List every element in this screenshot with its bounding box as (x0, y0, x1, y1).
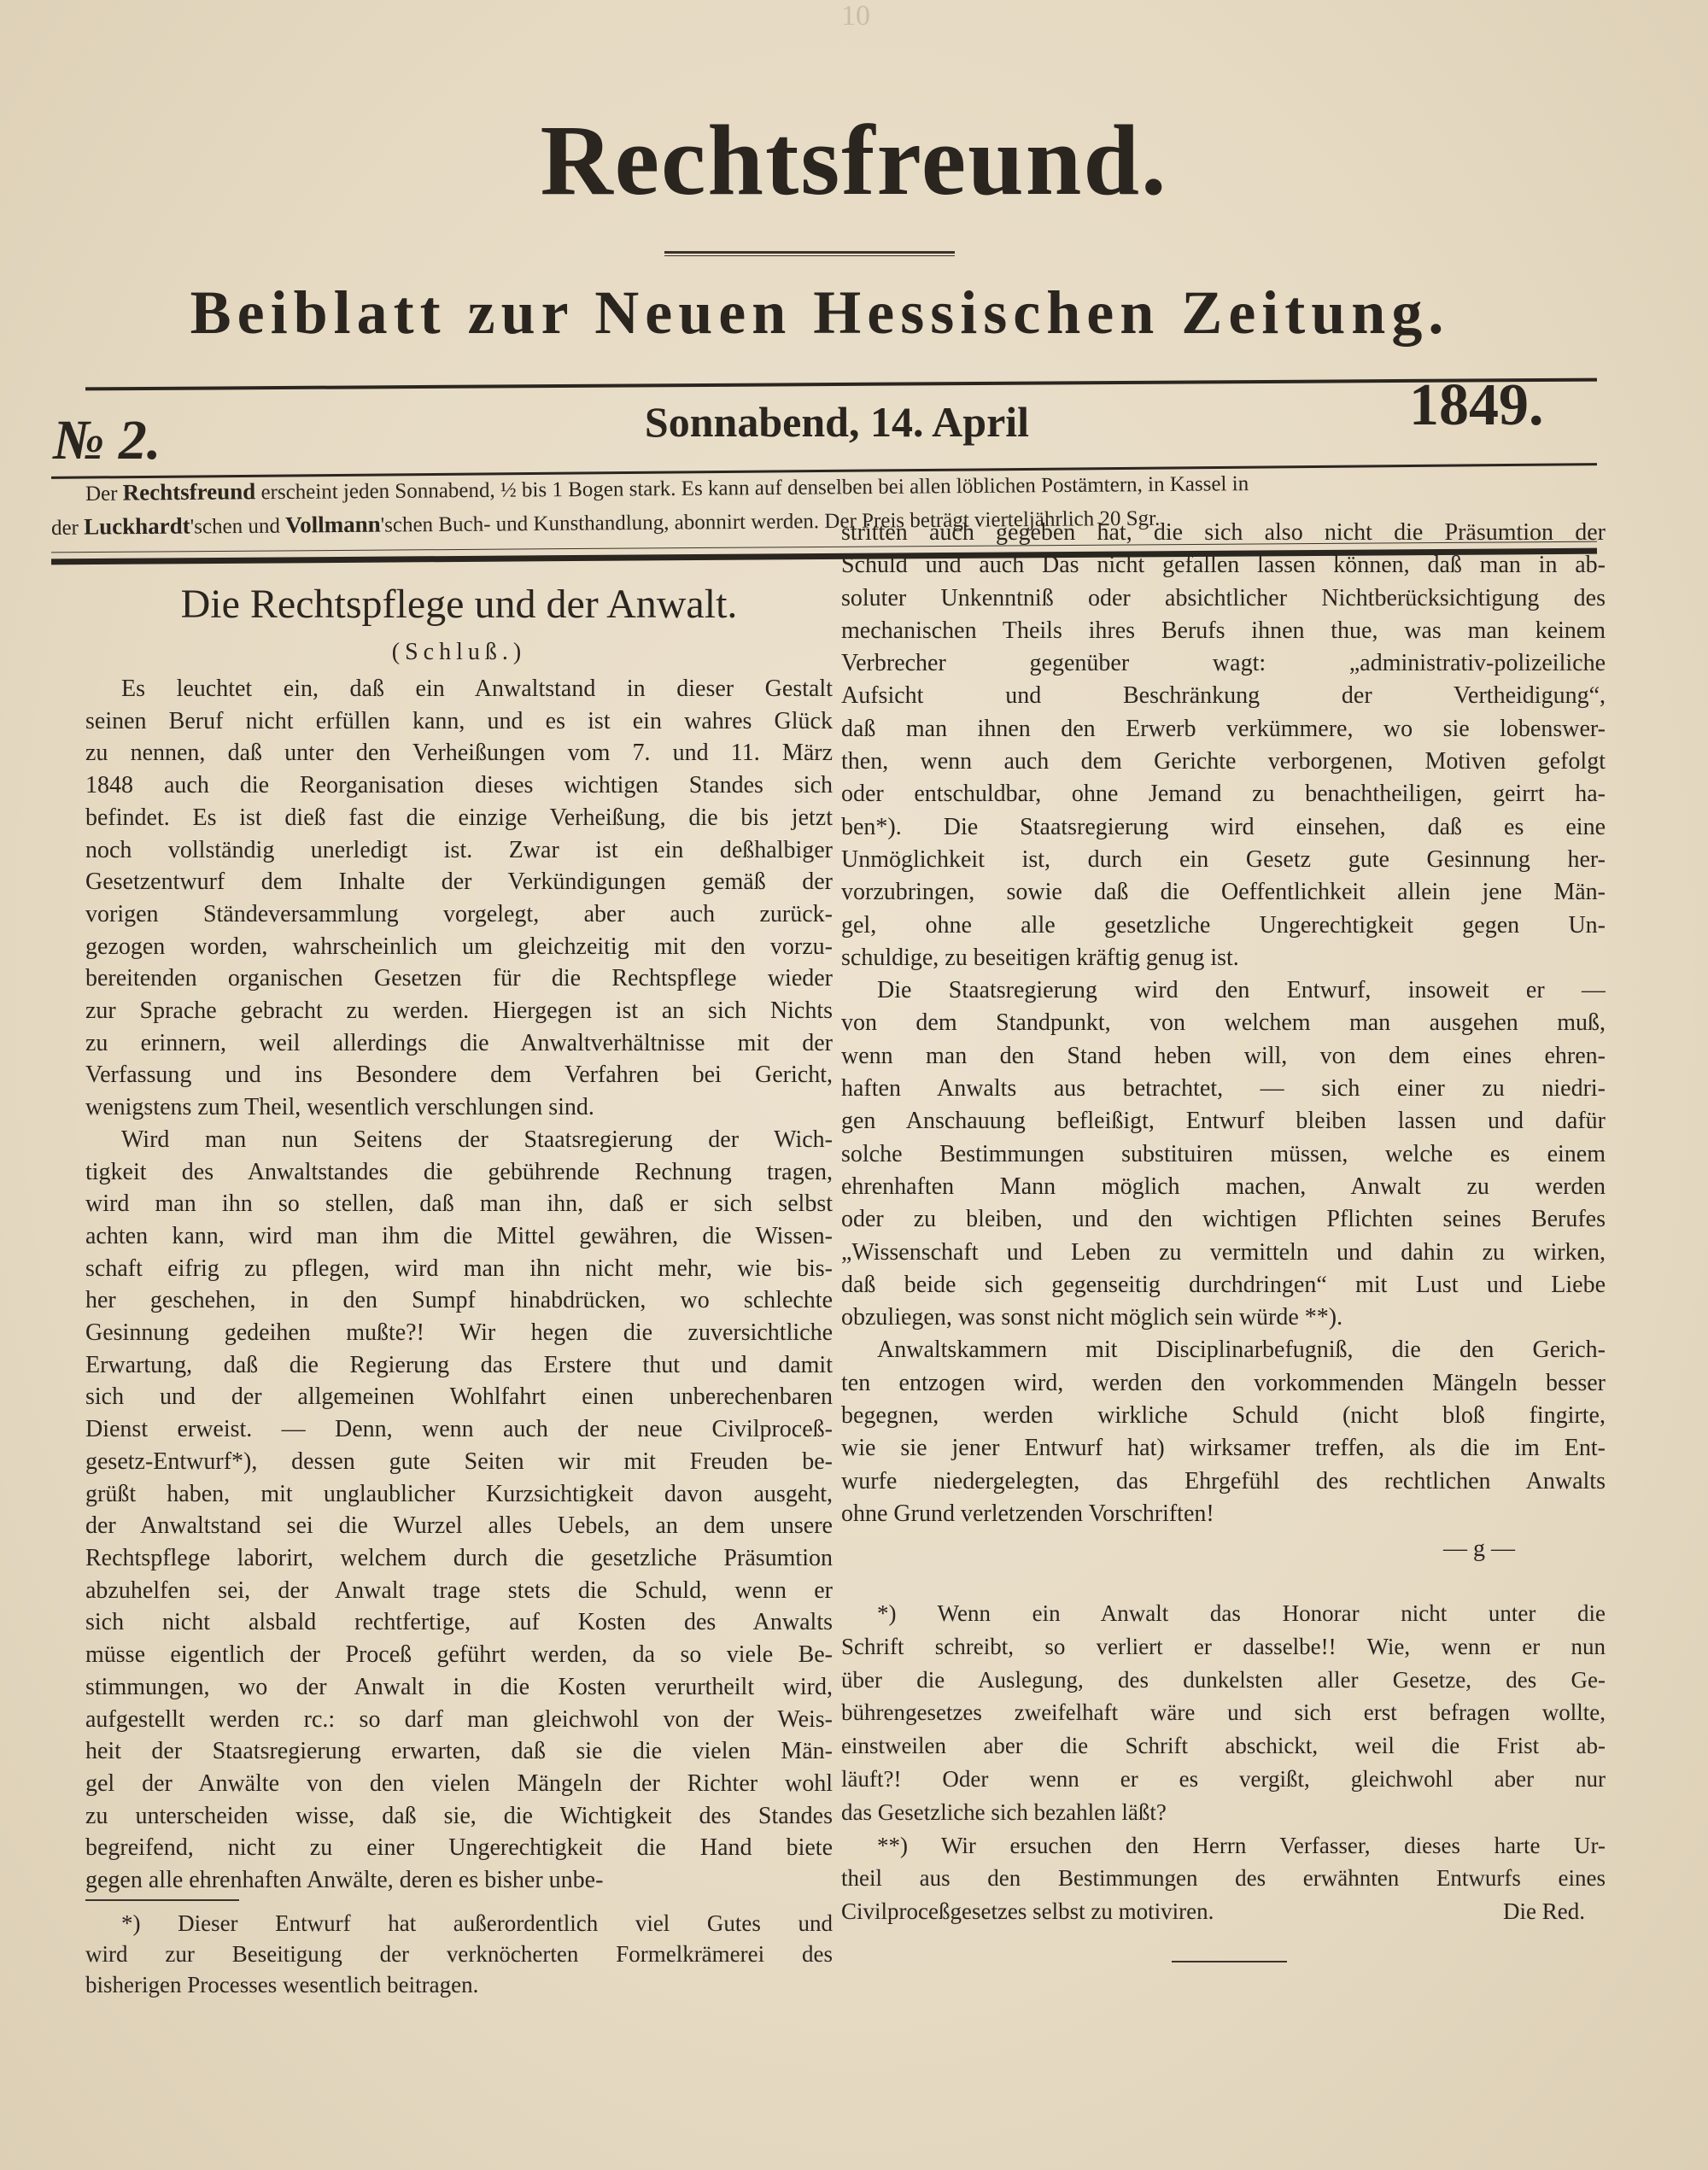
text-line: wenigstens zum Theil, wesentlich verschlungen sind. (85, 1094, 594, 1121)
text-line: läuft?! Oder wenn er es vergißt, gleichwohl aber nur (841, 1765, 1606, 1792)
text-line: Aufsicht und Beschränkung der Vertheidigung“, (841, 682, 1606, 710)
subscription-text: der (50, 516, 85, 540)
text-line: Verbrecher gegenüber wagt: „administrativ-polizeiliche (841, 650, 1606, 677)
masthead-rule-top (85, 378, 1597, 391)
text-line: daß man ihnen den Erwerb verkümmere, wo sie lobenswer- (841, 715, 1606, 742)
text-line: begegnen, werden wirkliche Schuld (nicht bloß fingirte, (841, 1402, 1606, 1430)
text-line: Es leuchtet ein, daß ein Anwaltstand in dieser Gestalt (121, 676, 833, 702)
text-line: gegen alle ehrenhaften Anwälte, deren es bisher unbe- (85, 1867, 604, 1894)
text-line: Schrift schreibt, so verliert er dasselbe!! Wie, wenn er nun (841, 1633, 1606, 1659)
text-line: solche Bestimmungen substituiren müssen, welche es einem (841, 1140, 1606, 1167)
text-line: begreifend, nicht zu einer Ungerechtigkeit die Hand biete (85, 1834, 833, 1862)
text-line: noch vollständig unerledigt ist. Zwar ist ein deßhalbiger (85, 836, 833, 863)
text-line: über die Auslegung, des dunkelsten aller Gesetze, des Ge- (841, 1666, 1606, 1693)
text-line: Die Staatsregierung wird den Entwurf, insoweit er — (877, 977, 1606, 1004)
text-line: befindet. Es ist dieß fast die einzige Verheißung, die bis jetzt (85, 804, 833, 831)
text-line: sich nicht alsbald rechtfertige, auf Kosten des Anwalts (85, 1609, 833, 1636)
text-line: wenn man den Stand heben will, von dem eines ehren- (841, 1042, 1606, 1069)
subscription-name: Rechtsfreund (122, 478, 256, 506)
text-line: *) Wenn ein Anwalt das Honorar nicht unter die (877, 1600, 1606, 1626)
text-line: gesetz-Entwurf*), dessen gute Seiten wir mit Freuden be- (85, 1448, 833, 1475)
text-line: theil aus den Bestimmungen des erwähnten Entwurfs eines (841, 1865, 1606, 1892)
text-line: wurfe niedergelegten, das Ehrgefühl des rechtlichen Anwalts (841, 1467, 1606, 1494)
masthead-title: Rechtsfreund. (540, 104, 1168, 216)
text-line: ten entzogen wird, werden den vorkommenden Mängeln besser (841, 1369, 1606, 1396)
text-line: heit der Staatsregierung erwarten, daß sie die vielen Män- (85, 1738, 833, 1765)
text-line: aufgestellt werden rc.: so darf man gleichwohl von der Weis- (85, 1705, 833, 1733)
text-line: ehrenhaften Mann möglich machen, Anwalt zu werden (841, 1173, 1606, 1200)
left-footnote (85, 1908, 833, 2000)
text-line: Wird man nun Seitens der Staatsregierung der Wich- (121, 1126, 833, 1153)
text-line: Gesetzentwurf dem Inhalte der Verkündigungen gemäß der (85, 869, 833, 896)
text-line: schaft eifrig zu pflegen, wird man ihn nicht mehr, wie bis- (85, 1255, 833, 1282)
article-right-column (841, 517, 1606, 1530)
text-line: schuldige, zu beseitigen kräftig genug ist. (841, 944, 1239, 971)
text-line: Dienst erweist. — Denn, wenn auch der neue Civilproceß- (85, 1416, 833, 1443)
text-line: achten kann, wird man ihm die Mittel gewähren, die Wissen- (85, 1222, 833, 1249)
text-line: bereitenden organischen Gesetzen für die Rechtspflege wieder (85, 965, 833, 992)
text-line: **) Wir ersuchen den Herrn Verfasser, dieses harte Ur- (877, 1832, 1606, 1858)
text-line: grüßt haben, mit unglaublicher Kurzsichtigkeit davon ausgeht, (85, 1480, 833, 1507)
text-line: Civilproceßgesetzes selbst zu motiviren. (841, 1898, 1214, 1925)
text-line: tigkeit des Anwaltstandes die gebührende Rechnung tragen, (85, 1158, 833, 1185)
text-line: zu unterscheiden wisse, daß sie, die Wichtigkeit des Standes (85, 1802, 833, 1829)
text-line: zu erinnern, weil allerdings die Anwaltverhältnisse mit der (85, 1029, 833, 1056)
end-rule (1172, 1961, 1287, 1962)
text-line: vorzubringen, sowie daß die Oeffentlichkeit allein jene Män- (841, 879, 1606, 906)
issue-year: 1849. (1409, 372, 1544, 438)
text-line: daß beide sich gegenseitig durchdringen“ mit Lust und Liebe (841, 1271, 1606, 1298)
text-line: Unmöglichkeit ist, durch ein Gesetz gute Gesinnung her- (841, 845, 1606, 873)
masthead-subtitle: Beiblatt zur Neuen Hessischen Zeitung. (190, 278, 1450, 347)
text-line: vorigen Ständeversammlung vorgelegt, aber auch zurück- (85, 900, 833, 927)
footnote-line: bisherigen Processes wesentlich beitragen. (85, 1972, 479, 1997)
text-line: gel, ohne alle gesetzliche Ungerechtigkeit gegen Un- (841, 911, 1606, 939)
title-divider (664, 251, 955, 256)
text-line: ben*). Die Staatsregierung wird einsehen, daß es eine (841, 813, 1606, 840)
text-line: oder entschuldbar, ohne Jemand zu benachtheiligen, geirrt ha- (841, 781, 1606, 808)
text-line: then, wenn auch dem Gerichte verborgenen, Motiven gefolgt (841, 748, 1606, 775)
text-line: soluter Unkenntniß oder absichtlicher Nichtberücksichtigung des (841, 584, 1606, 611)
text-line: müsse eigentlich der Proceß geführt werden, da so viele Be- (85, 1641, 833, 1669)
text-line: haften Anwalts aus betrachtet, — sich einer zu niedri- (841, 1075, 1606, 1103)
subscription-name: Luckhardt (84, 512, 190, 540)
text-line: zur Sprache gebracht zu werden. Hiergegen ist an sich Nichts (85, 997, 833, 1025)
text-line: ohne Grund verletzenden Vorschriften! (841, 1500, 1214, 1527)
text-line: oder zu bleiben, und den wichtigen Pflichten seines Berufes (841, 1206, 1606, 1233)
text-line: Gesinnung gedeihen mußte?! Wir hegen die zuversichtliche (85, 1319, 833, 1347)
subscription-text: Der (85, 482, 123, 506)
footnote-line: *) Dieser Entwurf hat außerordentlich viel Gutes und (121, 1910, 833, 1936)
text-line: stritten auch gegeben hat, die sich also nicht die Präsumtion der (841, 519, 1606, 546)
text-line: Erwartung, daß die Regierung das Erstere thut und damit (85, 1351, 833, 1378)
text-line: stimmungen, wo der Anwalt in die Kosten verurtheilt wird, (85, 1673, 833, 1700)
issue-number: № 2. (53, 409, 161, 471)
text-line: abzuhelfen sei, der Anwalt trage stets die Schuld, wenn er (85, 1576, 833, 1604)
text-line: obzuliegen, was sonst nicht möglich sein würde **). (841, 1304, 1343, 1331)
text-line: Verfassung und ins Besondere dem Verfahren bei Gericht, (85, 1062, 833, 1089)
text-line: gel der Anwälte von den vielen Mängeln der Richter wohl (85, 1769, 833, 1797)
subscription-name: Vollmann (285, 511, 381, 538)
page-number: 10 (841, 0, 870, 32)
text-line: wie sie jener Entwurf hat) wirksamer treffen, als die im Ent- (841, 1435, 1606, 1462)
text-line: von dem Standpunkt, von welchem man ausgehen muß, (841, 1009, 1606, 1037)
text-line: gezogen worden, wahrscheinlich um gleichzeitig mit den vorzu- (85, 933, 833, 960)
text-line: bührengesetzes zweifelhaft wäre und sich erst befragen wollte, (841, 1699, 1606, 1726)
article-subtitle: (Schluß.) (391, 639, 527, 665)
text-line: mechanischen Theils ihres Berufs ihnen thue, was man keinem (841, 617, 1606, 644)
text-line: sich und der allgemeinen Wohlfahrt einen unberechenbaren (85, 1383, 833, 1411)
subscription-text: 'schen und (190, 514, 286, 539)
author-signature: — g — (1443, 1535, 1515, 1562)
subscription-text: 'schen Buch- und Kunsthandlung, abonnirt werden. Der Preis beträgt vierteljährlich 20 Sgr. (380, 506, 1161, 537)
text-line: Rechtspflege laborirt, welchem durch die gesetzliche Präsumtion (85, 1544, 833, 1571)
text-line: „Wissenschaft und Leben zu vermitteln und dahin zu wirken, (841, 1238, 1606, 1266)
text-line: wird man ihn so stellen, daß man ihn, daß er sich selbst (85, 1190, 833, 1218)
text-line: Schuld und auch Das nicht gefallen lassen können, daß man in ab- (841, 552, 1606, 579)
footnote-line: wird zur Beseitigung der verknöcherten Formelkrämerei des (85, 1941, 833, 1967)
text-line: das Gesetzliche sich bezahlen läßt? (841, 1799, 1167, 1825)
text-line: seinen Beruf nicht erfüllen kann, und es ist ein wahres Glück (85, 707, 833, 734)
subscription-text: erscheint jeden Sonnabend, ½ bis 1 Bogen stark. Es kann auf denselben bei allen löblichen Postämtern, in Kassel in (255, 472, 1249, 505)
article-left-column (85, 673, 833, 1897)
text-line: einstweilen aber die Schrift abschickt, weil die Frist ab- (841, 1733, 1606, 1759)
text-line: 1848 auch die Reorganisation dieses wichtigen Standes sich (85, 772, 833, 799)
right-footnotes (841, 1597, 1606, 1928)
issue-date: Sonnabend, 14. April (644, 398, 1030, 446)
text-line: der Anwaltstand sei die Wurzel alles Uebels, an dem unsere (85, 1512, 833, 1540)
text-line: zu nennen, daß unter den Verheißungen vom 7. und 11. März (85, 740, 833, 767)
text-line: Anwaltskammern mit Disciplinarbefugniß, die den Gerich- (877, 1337, 1606, 1364)
footnote-divider (85, 1899, 239, 1901)
article-title: Die Rechtspflege und der Anwalt. (180, 582, 738, 627)
text-line: gen Anschauung befleißigt, Entwurf bleiben lassen und dafür (841, 1108, 1606, 1135)
text-line: her geschehen, in den Sumpf hinabdrücken, wo schlechte (85, 1287, 833, 1314)
editor-note: Die Red. (1503, 1898, 1585, 1924)
